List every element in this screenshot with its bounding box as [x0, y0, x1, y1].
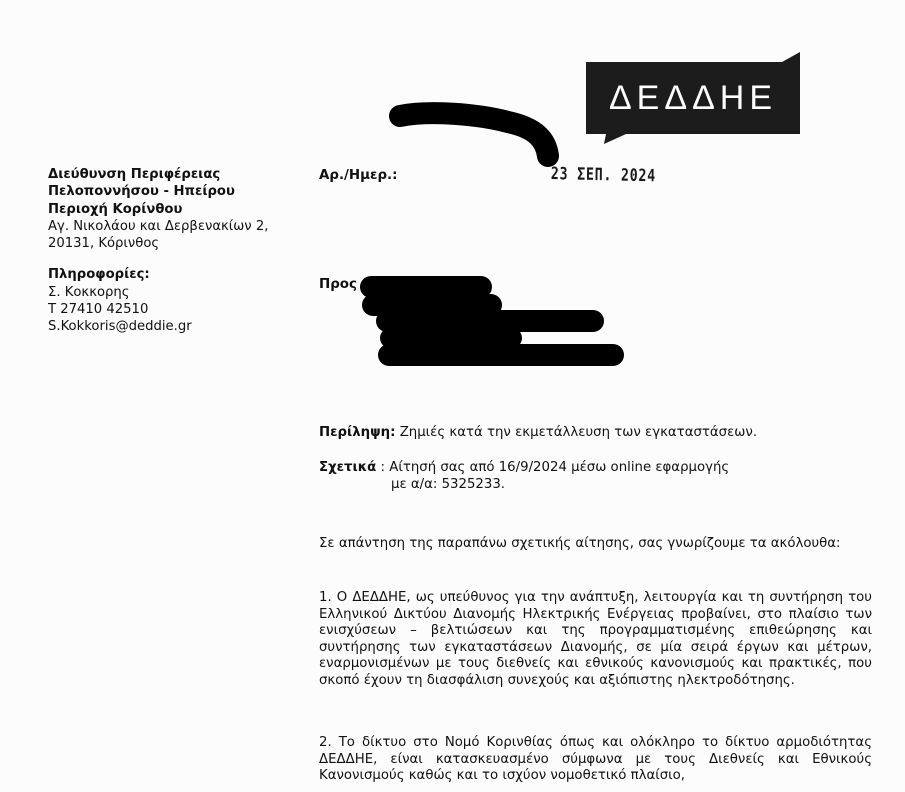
- sender-line-2: Πελοποννήσου - Ηπείρου: [48, 184, 235, 200]
- reference-label: Αρ./Ημερ.:: [319, 168, 398, 183]
- info-phone: Τ 27410 42510: [48, 302, 149, 318]
- paragraph-1: 1. Ο ΔΕΔΔΗΕ, ως υπεύθυνος για την ανάπτυξη, λειτουργία και τη συντήρηση του Ελληνικού Δικτύου Διανομής Ηλεκτρικής Ενέργειας προβαίνει, στο πλαίσιο των ενισχύσεων – βελτιώσεων και της προγραμματισμένης επιθεώρησης και συντήρησης των εγκαταστάσεων Διανομής, σε μία σειρά έργων και μέτρων, εναρμονισμένων με τους διεθνείς και εθνικούς κανονισμούς και πρακτικές, που σκοπό έχουν τη διασφάλιση συνεχούς και αξιόπιστης ηλεκτροδότησης.: [319, 590, 872, 688]
- related-text-2: με α/α: 5325233.: [391, 476, 506, 492]
- related-block: [319, 460, 729, 493]
- related-text-1: : Αίτησή σας από 16/9/2024 μέσω online εφαρμογής: [380, 460, 730, 475]
- summary-text: Ζημιές κατά την εκμετάλλευση των εγκαταστάσεων.: [399, 425, 758, 440]
- summary-line: [319, 425, 872, 442]
- info-email: S.Kokkoris@deddie.gr: [48, 319, 192, 335]
- sender-block: [48, 166, 298, 336]
- redaction-scribble: [388, 96, 568, 168]
- paragraph-2: 2. Το δίκτυο στο Νομό Κορινθίας όπως και ολόκληρο το δίκτυο αρμοδιότητας ΔΕΔΔΗΕ, είναι κατασκευασμένο σύμφωνα με τους Διεθνείς και Εθνικούς Κανονισμούς καθώς και το ισχύον νομοθετικό πλαίσιο,: [319, 735, 872, 784]
- logo-text: ΔΕΔΔΗΕ: [608, 79, 778, 117]
- sender-line-1: Διεύθυνση Περιφέρειας: [48, 167, 221, 182]
- deddie-logo: [586, 52, 800, 144]
- intro-paragraph: Σε απάντηση της παραπάνω σχετικής αίτησης, σας γνωρίζουμε τα ακόλουθα:: [319, 536, 841, 551]
- date-stamp: 23 ΣΕΠ. 2024: [550, 164, 657, 187]
- sender-address-2: 20131, Κόρινθος: [48, 236, 160, 252]
- recipient-label: Προς: [319, 277, 357, 292]
- summary-label: Περίληψη:: [319, 425, 396, 440]
- info-heading: Πληροφορίες:: [48, 267, 150, 283]
- sender-line-3: Περιοχή Κορίνθου: [48, 201, 183, 217]
- recipient-redaction-5: [378, 344, 624, 366]
- info-name: Σ. Κοκκορης: [48, 284, 130, 300]
- sender-address-1: Αγ. Νικολάου και Δερβενακίων 2,: [48, 218, 269, 234]
- related-label: Σχετικά: [319, 460, 377, 475]
